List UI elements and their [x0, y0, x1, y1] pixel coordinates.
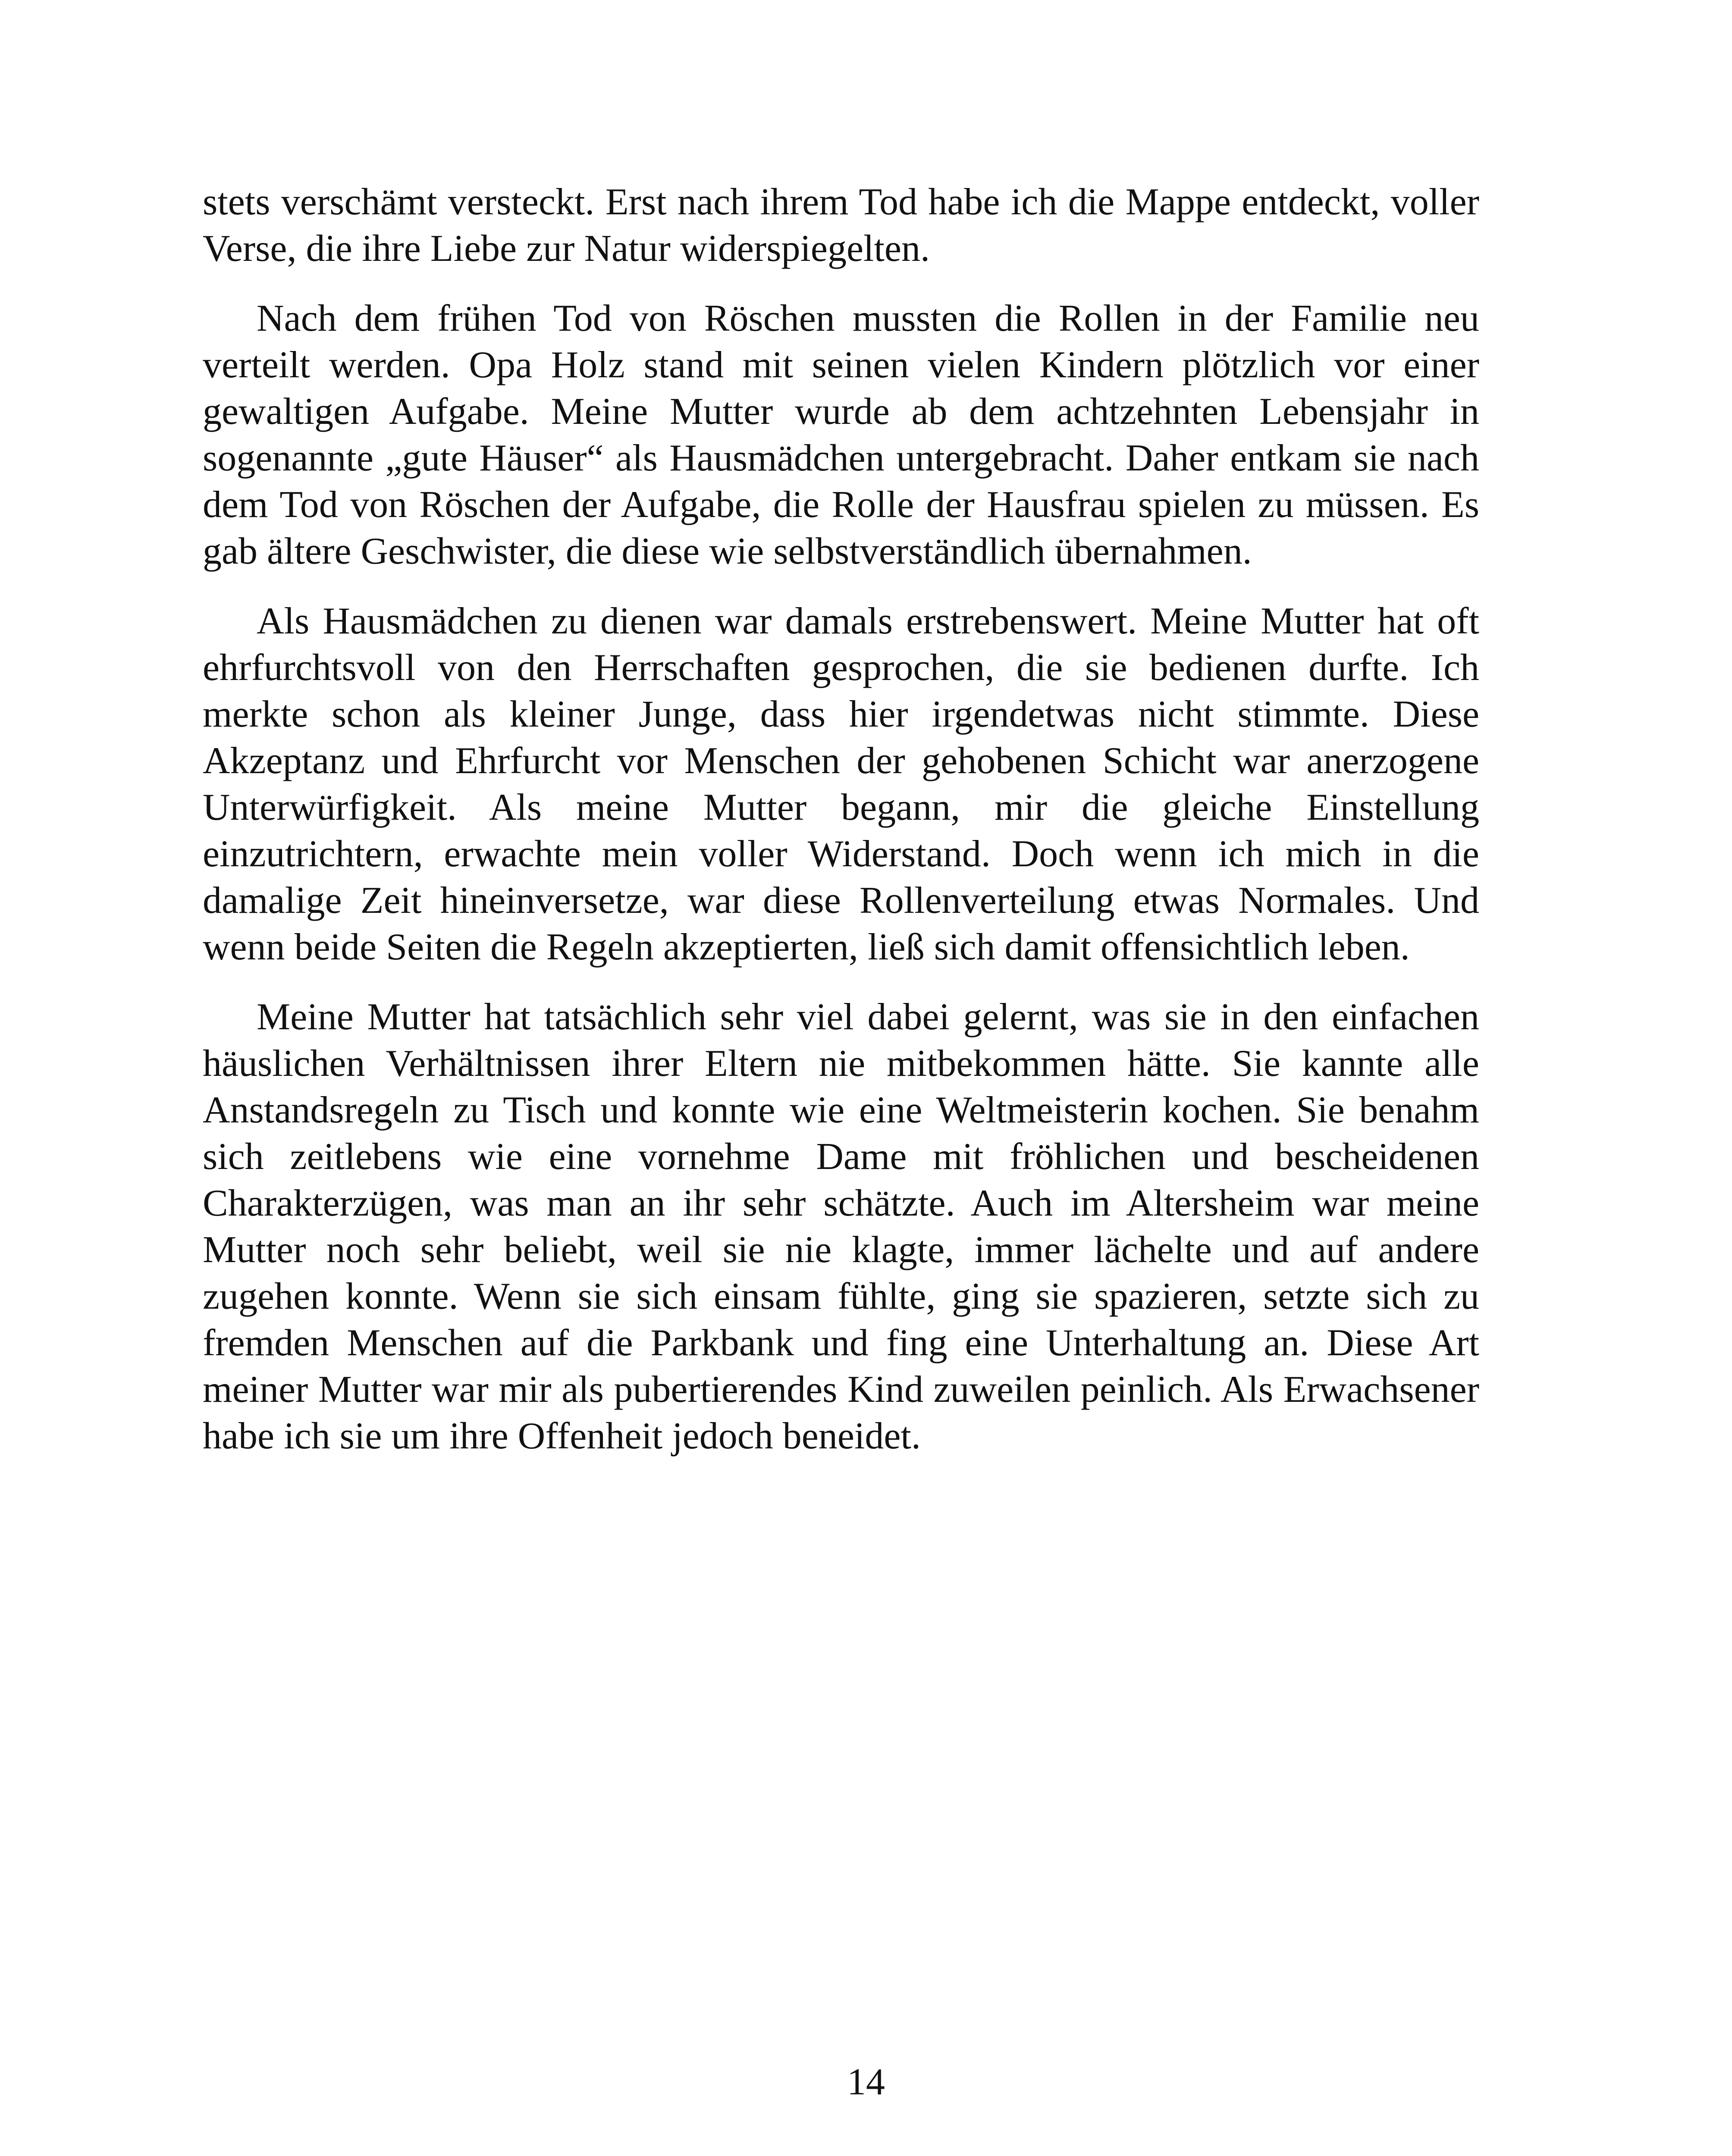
- body-text: [203, 179, 1479, 1460]
- paragraph-family-roles: Nach dem frühen Tod von Röschen mussten die Rollen in der Familie neu verteilt werden. Opa Holz stand mit seinen vielen Kindern plötzlich vor einer gewaltigen Aufgabe. Meine Mutter wurde ab dem achtzehnten Lebensjahr in sogenannte „gute Häuser“ als Hausmädchen untergebracht. Daher entkam sie nach dem Tod von Röschen der Aufgabe, die Rolle der Hausfrau spielen zu müssen. Es gab ältere Geschwister, die diese wie selbstverständlich übernahmen.: [203, 298, 1479, 572]
- paragraph-continuation: stets verschämt versteckt. Erst nach ihrem Tod habe ich die Mappe entdeckt, voller Verse, die ihre Liebe zur Natur widerspiegelten.: [203, 181, 1479, 270]
- paragraph-housemaid: Als Hausmädchen zu dienen war damals erstrebenswert. Meine Mutter hat oft ehrfurchtsvoll von den Herrschaften gesprochen, die sie bedienen durfte. Ich merkte schon als kleiner Junge, dass hier irgendetwas nicht stimmte. Diese Akzeptanz und Ehrfurcht vor Menschen der gehobenen Schicht war anerzogene Unterwürfigkeit. Als meine Mutter begann, mir die gleiche Einstellung einzutrichtern, erwachte mein voller Widerstand. Doch wenn ich mich in die damalige Zeit hineinversetze, war diese Rollenverteilung etwas Normales. Und wenn beide Seiten die Regeln akzeptierten, ließ sich damit offensichtlich leben.: [203, 600, 1479, 968]
- page-number: 14: [847, 2061, 885, 2103]
- paragraph-mother-learning: Meine Mutter hat tatsächlich sehr viel dabei gelernt, was sie in den einfachen häuslichen Verhältnissen ihrer Eltern nie mitbekommen hätte. Sie kannte alle Anstandsregeln zu Tisch und konnte wie eine Weltmeisterin kochen. Sie benahm sich zeitlebens wie eine vornehme Dame mit fröhlichen und bescheidenen Charakterzügen, was man an ihr sehr schätzte. Auch im Altersheim war meine Mutter noch sehr beliebt, weil sie nie klagte, immer lächelte und auf andere zugehen konnte. Wenn sie sich einsam fühlte, ging sie spazieren, setzte sich zu fremden Menschen auf die Parkbank und fing eine Unterhaltung an. Diese Art meiner Mutter war mir als pubertierendes Kind zuweilen peinlich. Als Erwachsener habe ich sie um ihre Offenheit jedoch beneidet.: [203, 996, 1479, 1457]
